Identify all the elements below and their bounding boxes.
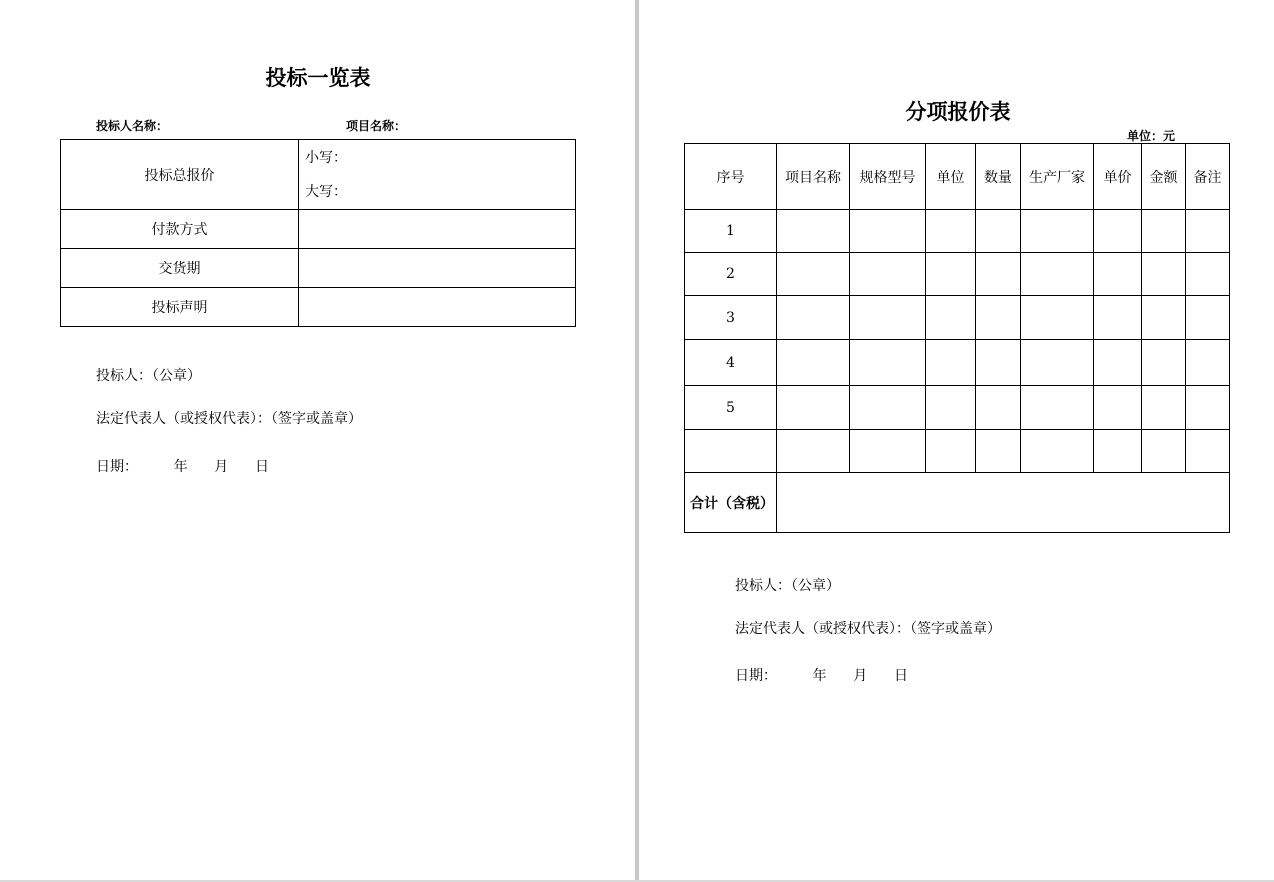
total-price-cell <box>299 140 576 210</box>
header-item-name: 项目名称 <box>777 144 850 210</box>
total-label: 合计（含税） <box>685 473 777 533</box>
table-row <box>61 288 576 327</box>
table-row <box>685 430 1230 473</box>
header-unit-price: 单价 <box>1094 144 1142 210</box>
page-title: 投标一览表 <box>265 65 371 90</box>
page-title: 分项报价表 <box>905 99 1011 124</box>
table-cell-value <box>299 249 576 288</box>
upper-amount-label: 大写： <box>305 183 347 200</box>
table-cell-label: 投标总报价 <box>61 140 299 210</box>
unit-note: 单位：元 <box>1127 129 1176 143</box>
table-cell-value <box>299 210 576 249</box>
table-cell-label: 投标声明 <box>61 288 299 327</box>
bidder-name-label: 投标人名称： <box>96 119 169 133</box>
row-number: 1 <box>685 210 777 253</box>
total-row <box>685 473 1230 533</box>
table-cell-value <box>299 288 576 327</box>
header-spec-model: 规格型号 <box>850 144 926 210</box>
table-row <box>685 210 1230 253</box>
table-row <box>61 249 576 288</box>
table-row <box>685 296 1230 340</box>
table-header-row <box>685 144 1230 210</box>
table-row <box>685 386 1230 430</box>
table-row <box>685 340 1230 386</box>
header-quantity: 数量 <box>976 144 1021 210</box>
row-number: 5 <box>685 386 777 430</box>
date-line: 日期： 年 月 日 <box>96 459 270 475</box>
header-seq: 序号 <box>685 144 777 210</box>
table-row <box>61 210 576 249</box>
header-manufacturer: 生产厂家 <box>1021 144 1094 210</box>
legal-rep-line: 法定代表人（或授权代表）：（签字或盖章） <box>735 621 1001 637</box>
left-page <box>0 0 636 882</box>
bid-summary-table <box>60 139 576 327</box>
table-row <box>685 253 1230 296</box>
bidder-seal-line: 投标人：（公章） <box>96 368 201 384</box>
project-name-label: 项目名称： <box>346 119 407 133</box>
table-cell-label: 付款方式 <box>61 210 299 249</box>
header-remarks: 备注 <box>1186 144 1230 210</box>
row-number: 4 <box>685 340 777 386</box>
table-cell-label: 交货期 <box>61 249 299 288</box>
itemized-quote-table <box>684 143 1230 533</box>
header-amount: 金额 <box>1142 144 1186 210</box>
table-row <box>61 140 576 210</box>
row-number: 3 <box>685 296 777 340</box>
legal-rep-line: 法定代表人（或授权代表）：（签字或盖章） <box>96 411 362 427</box>
date-line: 日期： 年 月 日 <box>735 668 909 684</box>
row-number <box>685 430 777 473</box>
lower-amount-label: 小写： <box>305 149 347 166</box>
total-value-cell <box>777 473 1230 533</box>
bidder-seal-line: 投标人：（公章） <box>735 578 840 594</box>
header-unit: 单位 <box>926 144 976 210</box>
row-number: 2 <box>685 253 777 296</box>
